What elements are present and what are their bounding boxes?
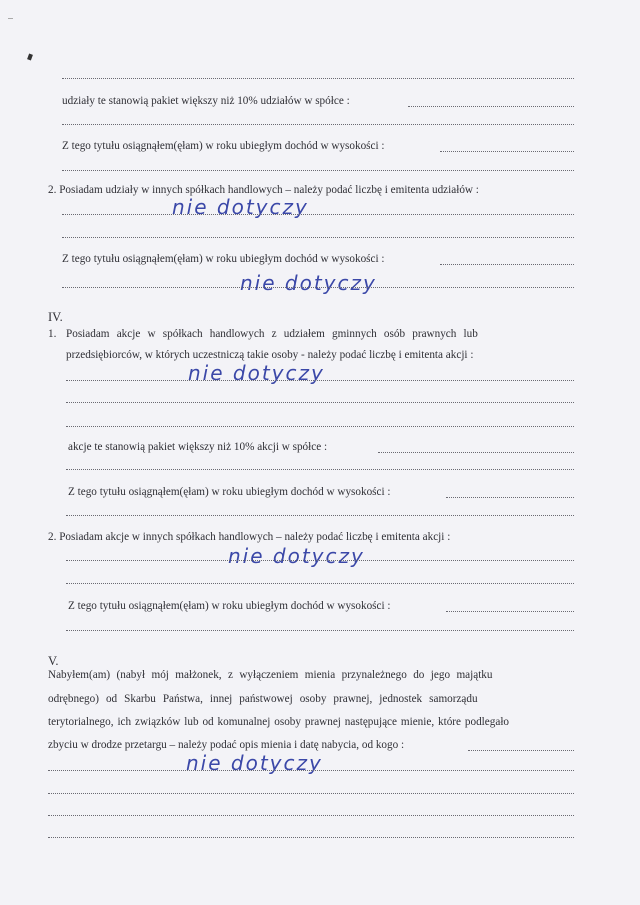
fill-line	[446, 497, 574, 498]
scan-mark	[8, 18, 13, 19]
income-label: Z tego tytułu osiągnąłem(ęłam) w roku ubiegłym dochód w wysokości :	[62, 140, 385, 152]
fill-line	[66, 583, 574, 584]
item-1-text: przedsiębiorców, w których uczestniczą takie osoby - należy podać liczbę i emitenta akcji :	[66, 349, 474, 361]
fill-line	[62, 287, 574, 288]
fill-line	[62, 214, 574, 215]
fill-line	[446, 611, 574, 612]
paragraph-line: Nabyłem(am) (nabył mój małżonek, z wyłączeniem mienia przynależnego do jego majątku	[48, 669, 493, 681]
fill-line	[66, 402, 574, 403]
income-label: Z tego tytułu osiągnąłem(ęłam) w roku ubiegłym dochód w wysokości :	[68, 600, 391, 612]
section-numeral: IV.	[48, 310, 63, 324]
fill-line	[62, 170, 574, 171]
fill-line	[408, 106, 574, 107]
paragraph-line: zbyciu w drodze przetargu – należy podać opis mienia i datę nabycia, od kogo :	[48, 739, 405, 751]
item-1-text: Posiadam akcje w spółkach handlowych z udziałem gminnych osób prawnych lub	[66, 328, 478, 340]
handwritten-answer: nie dotyczy	[172, 195, 309, 219]
paragraph-line: terytorialnego, ich związków lub od komunalnej osoby prawnej następujące mienie, które podlegało	[48, 716, 510, 728]
fill-line	[440, 151, 574, 152]
fill-line	[468, 750, 574, 751]
income-label: Z tego tytułu osiągnąłem(ęłam) w roku ubiegłym dochód w wysokości :	[68, 486, 391, 498]
handwritten-answer: nie dotyczy	[188, 361, 325, 385]
fill-line	[378, 452, 574, 453]
fill-line	[66, 515, 574, 516]
shares-package-label: akcje te stanowią pakiet większy niż 10% akcji w spółce :	[68, 441, 328, 453]
fill-line	[48, 837, 574, 838]
fill-line	[48, 770, 574, 771]
fill-line	[62, 237, 574, 238]
fill-line	[62, 124, 574, 125]
paragraph-line: odrębnego) od Skarbu Państwa, innej państwowej osoby prawnej, jednostek samorządu	[48, 693, 478, 705]
shares-package-label: udziały te stanowią pakiet większy niż 10% udziałów w spółce :	[62, 95, 350, 107]
fill-line	[48, 793, 574, 794]
fill-line	[66, 630, 574, 631]
fill-line	[48, 815, 574, 816]
fill-line	[66, 426, 574, 427]
fill-line	[66, 469, 574, 470]
item-2-shares: 2. Posiadam akcje w innych spółkach handlowych – należy podać liczbę i emitenta akcji :	[48, 531, 451, 543]
fill-line	[62, 78, 574, 79]
handwritten-answer: nie dotyczy	[228, 544, 365, 568]
fill-line	[440, 264, 574, 265]
fill-line	[66, 380, 574, 381]
scan-speck	[27, 53, 33, 60]
income-label: Z tego tytułu osiągnąłem(ęłam) w roku ubiegłym dochód w wysokości :	[62, 253, 385, 265]
handwritten-answer: nie dotyczy	[240, 271, 377, 295]
section-numeral: V.	[48, 654, 59, 668]
item-2-shares: 2. Posiadam udziały w innych spółkach handlowych – należy podać liczbę i emitenta udziałów :	[48, 184, 479, 196]
item-number: 1.	[48, 328, 57, 340]
handwritten-answer: nie dotyczy	[186, 751, 323, 775]
fill-line	[66, 560, 574, 561]
